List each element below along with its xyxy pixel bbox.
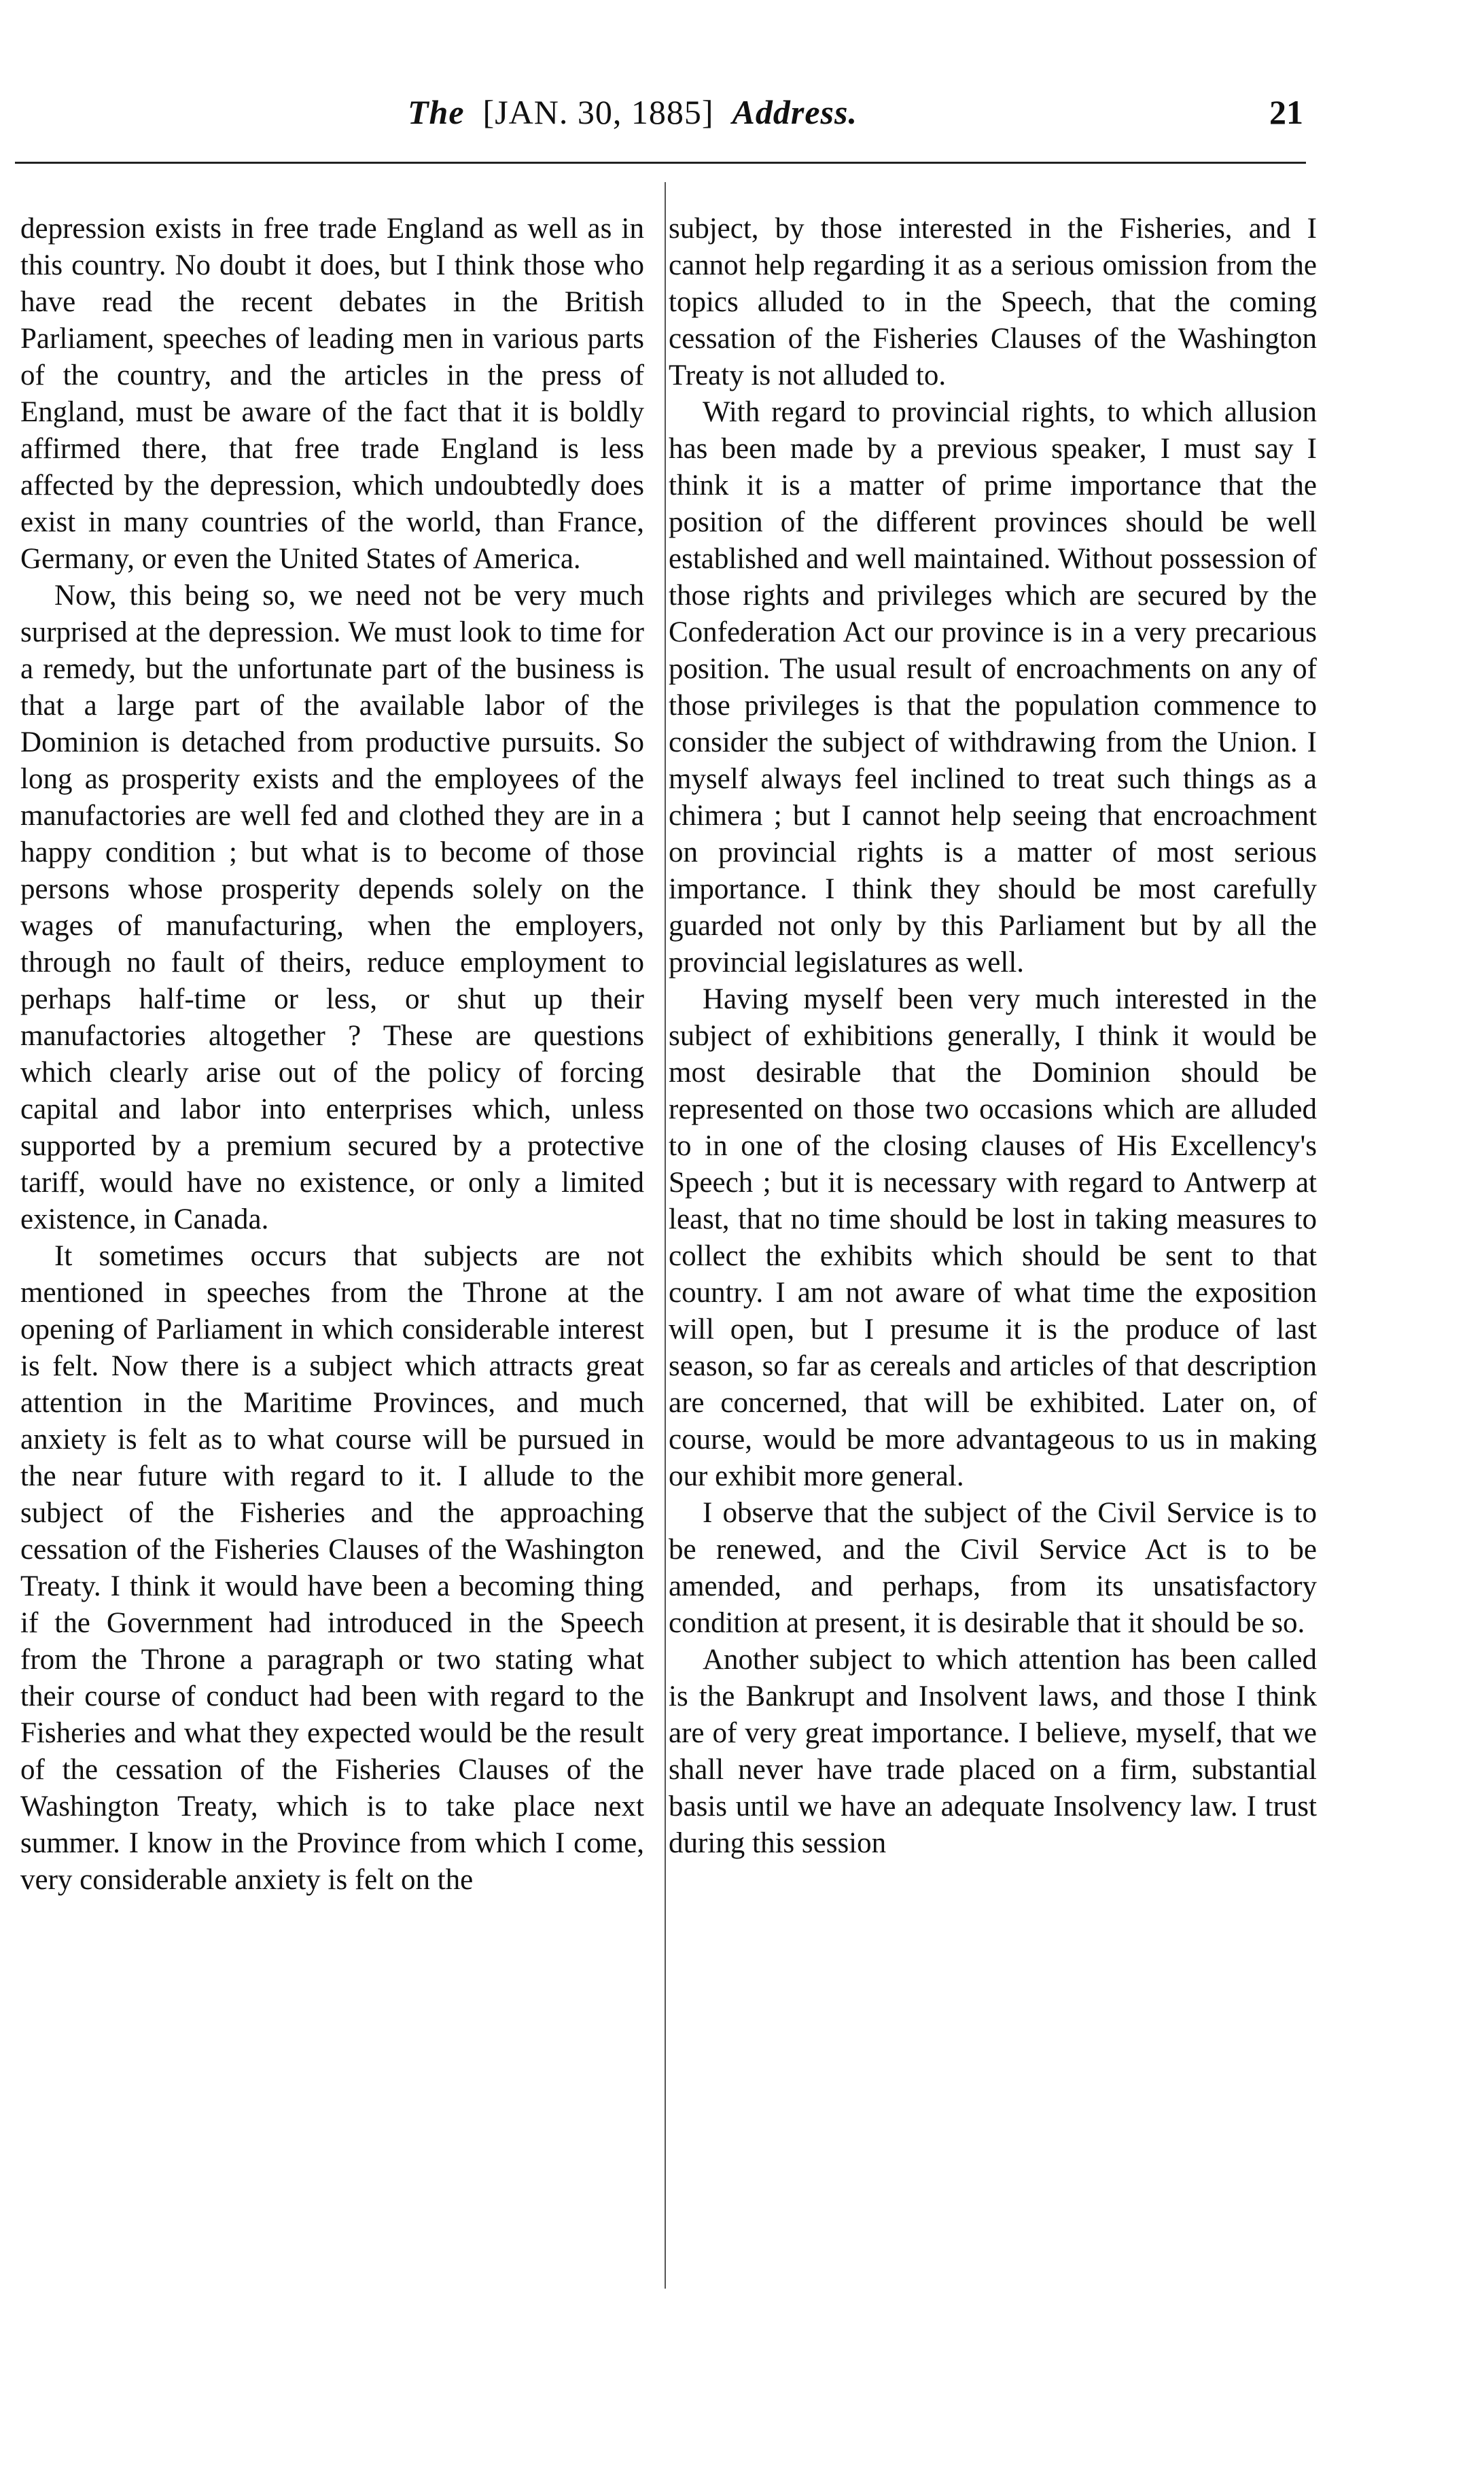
paragraph: It sometimes occurs that subjects are not mentioned in speeches from the Throne at the opening of Parliament in which considerable interest is felt. Now there is a subject which attracts great attention in the Maritime Provinces, and much anxiety is felt as to what course will be pursued in the near future with regard to it. I allude to the subject of the Fisheries and the approaching cessation of the Fisheries Clauses of the Washington Treaty. I think it would have been a becoming thing if the Government had introduced in the Speech from the Throne a paragraph or two stating what their course of conduct had been with regard to the Fisheries and what they expected would be the result of the cessation of the Fisheries Clauses of the Washington Treaty, which is to take place next summer. I know in the Province from which I come, very considerable anxiety is felt on the [20, 1240, 644, 1896]
header-rule [15, 162, 1306, 164]
paragraph: subject, by those interested in the Fisheries, and I cannot help regarding it as a serious omission from the topics alluded to in the Speech, that the coming cessation of the Fisheries Clauses of the Washington Treaty is not alluded to. [669, 213, 1317, 391]
page-number: 21 [1269, 93, 1303, 131]
paragraph: depression exists in free trade England as well as in this country. No doubt it does, but I think those who have read the recent debates in the British Parliament, speeches of leading men in various parts of the country, and the articles in the press of England, must be aware of the fact that it is boldly affirmed there, that free trade England is less affected by the depression, which undoubtedly does exist in many countries of the world, than France, Germany, or even the United States of America. [20, 213, 644, 575]
paragraph: I observe that the subject of the Civil Service is to be renewed, and the Civil Service Act is to be amended, and perhaps, from its unsatisfactory condition at present, it is desirable that it should be so. [669, 1497, 1317, 1639]
header-title-the: The [408, 93, 465, 131]
paragraph: Another subject to which attention has been called is the Bankrupt and Insolvent laws, and those I think are of very great importance. I believe, myself, that we shall never have trade placed on a firm, substantial basis until we have an adequate Insolvency law. I trust during this session [669, 1644, 1317, 1859]
running-header [0, 82, 1484, 143]
left-column [20, 211, 644, 1899]
column-divider [665, 182, 666, 2289]
paragraph: With regard to provincial rights, to which allusion has been made by a previous speaker, I must say I think it is a matter of prime importance that the position of the different provinces should be well established and well maintained. Without possession of those rights and privileges which are secured by the Confederation Act our province is in a very precarious position. The usual result of encroachments on any of those privileges is that the population commence to consider the subject of withdrawing from the Union. I myself always feel inclined to treat such things as a chimera ; but I cannot help seeing that encroachment on provincial rights is a matter of most serious importance. I think they should be most carefully guarded not only by this Parliament but by all the provincial legislatures as well. [669, 396, 1317, 979]
header-title [408, 82, 858, 143]
paragraph: Now, this being so, we need not be very much surprised at the depression. We must look to time for a remedy, but the unfortunate part of the business is that a large part of the available labor of the Dominion is detached from productive pursuits. So long as prosperity exists and the employees of the manufactories are well fed and clothed they are in a happy condition ; but what is to become of those persons whose prosperity depends solely on the wages of manufacturing, when the employers, through no fault of theirs, reduce employment to perhaps half-time or less, or shut up their manufactories altogether ? These are questions which clearly arise out of the policy of forcing capital and labor into enterprises which, unless supported by a premium secured by a protective tariff, would have no existence, or only a limited existence, in Canada. [20, 580, 644, 1235]
header-title-address: Address. [732, 93, 858, 131]
right-column [669, 211, 1317, 1862]
header-date: [JAN. 30, 1885] [482, 93, 714, 131]
paragraph: Having myself been very much interested in the subject of exhibitions generally, I think it would be most desirable that the Dominion should be represented on those two occasions which are alluded to in one of the closing clauses of His Excellency's Speech ; but it is necessary with regard to Antwerp at least, that no time should be lost in taking measures to collect the exhibits which should be sent to that country. I am not aware of what time the exposition will open, but I presume it is the produce of last season, so far as cereals and articles of that description are concerned, that will be exhibited. Later on, of course, would be more advantageous to us in making our exhibit more general. [669, 983, 1317, 1492]
